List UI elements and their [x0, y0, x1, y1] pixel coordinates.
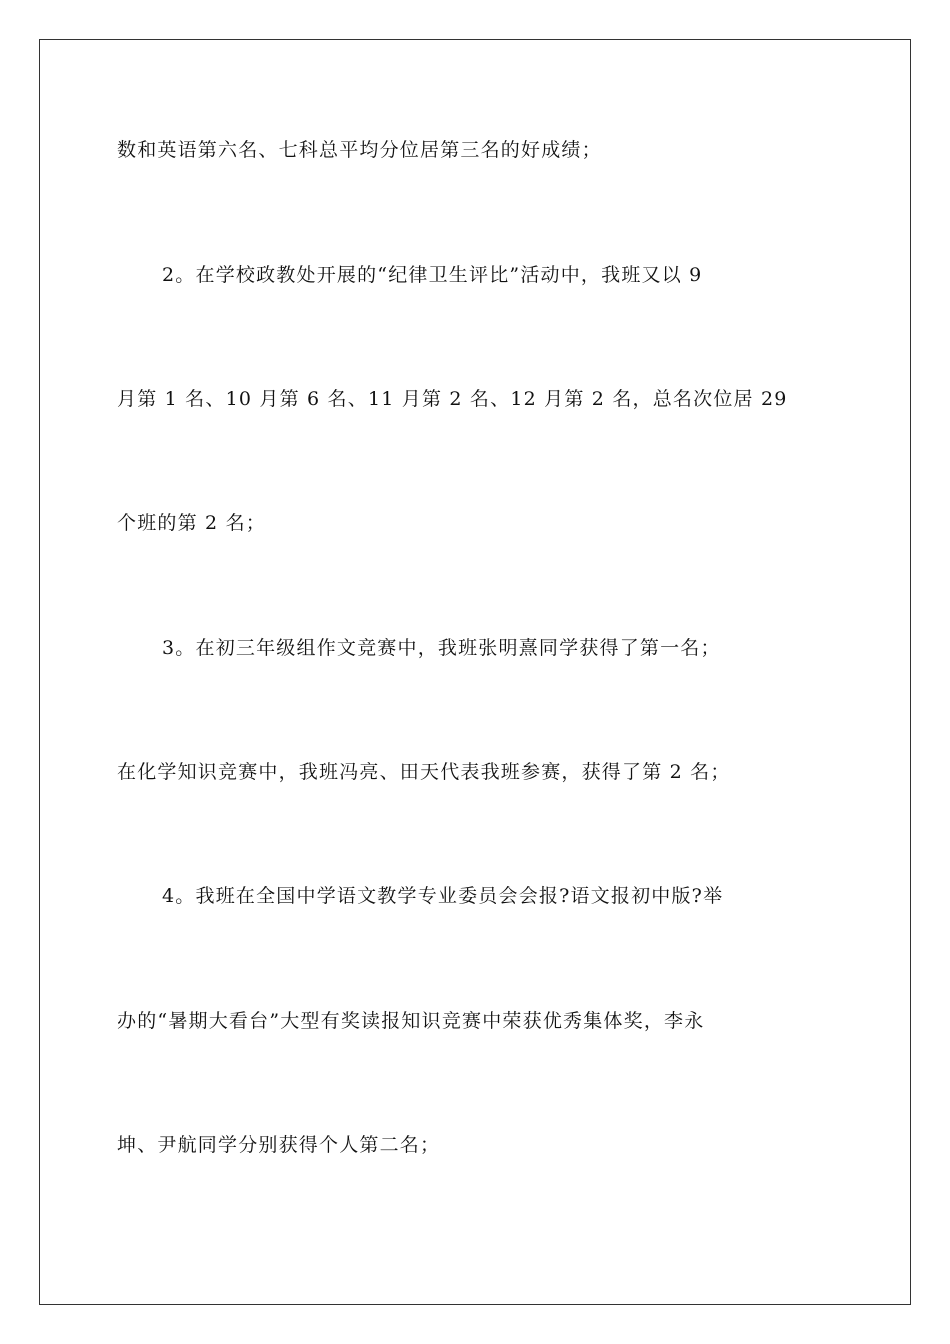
text-line-8: 办的“暑期大看台”大型有奖读报知识竞赛中荣获优秀集体奖，李永: [117, 1010, 705, 1032]
text-line-6: 在化学知识竞赛中，我班冯亮、田天代表我班参赛，获得了第 2 名；: [117, 761, 731, 783]
text-line-7: 4。我班在全国中学语文教学专业委员会会报?语文报初中版?举: [162, 885, 724, 907]
text-line-4: 个班的第 2 名；: [117, 512, 266, 534]
text-line-1: 数和英语第六名、七科总平均分位居第三名的好成绩；: [117, 139, 602, 161]
text-line-5: 3。在初三年级组作文竞赛中，我班张明熹同学获得了第一名；: [162, 637, 721, 659]
text-line-2: 2。在学校政教处开展的“纪律卫生评比”活动中，我班又以 9: [162, 264, 703, 286]
text-line-3: 月第 1 名、10 月第 6 名、11 月第 2 名、12 月第 2 名，总名次位居 29: [117, 388, 788, 410]
page-border: [39, 39, 911, 1305]
text-line-9: 坤、尹航同学分别获得个人第二名；: [117, 1134, 441, 1156]
